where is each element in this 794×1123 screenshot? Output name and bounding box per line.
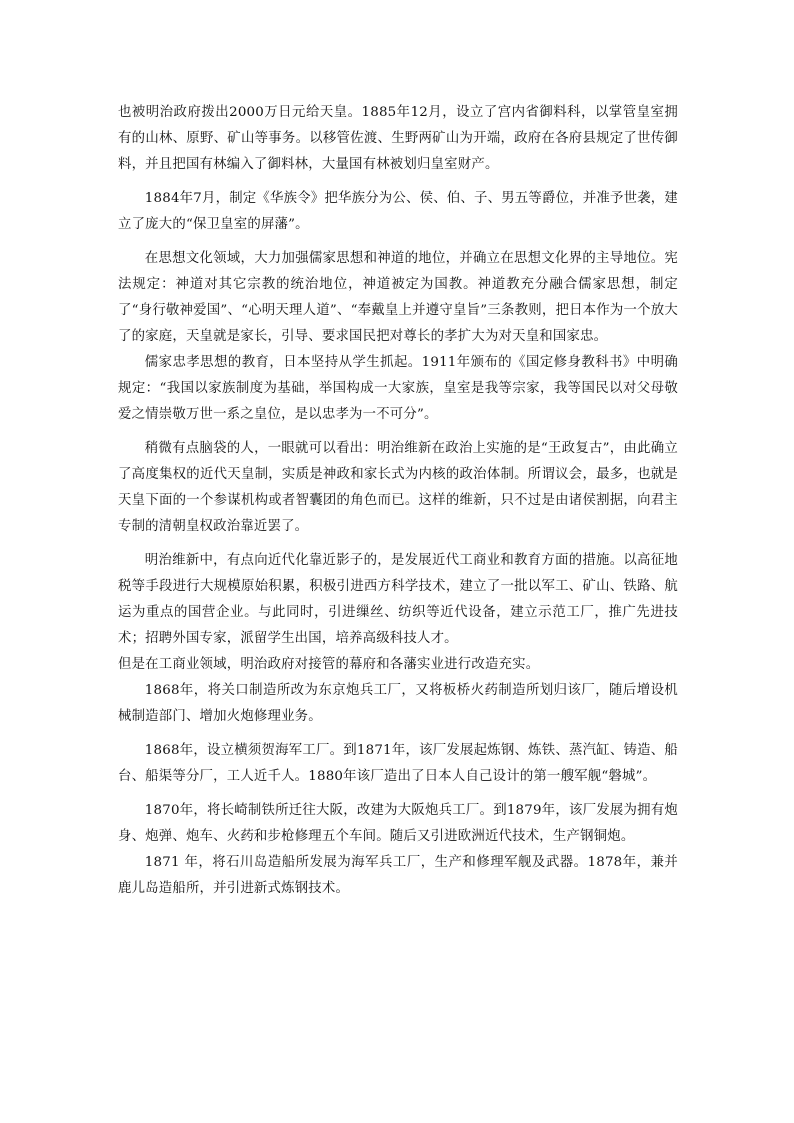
paragraph-political-analysis: 稍微有点脑袋的人，一眼就可以看出：明治维新在政治上实施的是“王政复古”，由此确立了高度集权的近代天皇制，实质是神政和家长式为内核的政治体制。所谓议会，最多，也就是天皇下面的一个参谋机构或者智囊团的角色而已。这样的维新，只不过是由诸侯割据，向君主专制的清朝皇权政治靠近罢了。 [118, 441, 678, 534]
paragraph-imperial-property: 也被明治政府拨出2000万日元给天皇。1885年12月，设立了宫内省御料科，以掌管皇室拥有的山林、原野、矿山等事务。以移管佐渡、生野两矿山为开端，政府在各府县规定了世传御料，并且把国有林编入了御料林，大量国有林被划归皇室财产。 [118, 105, 678, 172]
paragraph-ishikawajima-shipyard: 1871 年，将石川岛造船所发展为海军兵工厂，生产和修理军舰及武器。1878年，兼并鹿儿岛造船所，并引进新式炼钢技术。 [118, 855, 678, 896]
document-page [118, 100, 678, 902]
paragraph-industrial-measures: 明治维新中，有点向近代化靠近影子的，是发展近代工商业和教育方面的措施。以高征地税等手段进行大规模原始积累，积极引进西方科学技术，建立了一批以军工、矿山、铁路、航运为重点的国营企业。与此同时，引进缫丝、纺织等近代设备，建立示范工厂，推广先进技术；招聘外国专家，派留学生出国，培养高级科技人才。 [118, 553, 678, 646]
paragraph-tokyo-arsenal: 1868年，将关口制造所改为东京炮兵工厂，又将板桥火药制造所划归该厂，随后增设机械制造部门、增加火炮修理业务。 [118, 683, 678, 724]
paragraph-ideology-culture: 在思想文化领域，大力加强儒家思想和神道的地位，并确立在思想文化界的主导地位。宪法规定：神道对其它宗教的统治地位，神道被定为国教。神道教充分融合儒家思想，制定了“身行敬神爱国”、“心明天理人道”、“奉戴皇上并遵守皇旨”三条教则，把日本作为一个放大了的家庭，天皇就是家长，引导、要求国民把对尊长的孝扩大为对天皇和国家忠。 [118, 251, 678, 344]
paragraph-confucian-education: 儒家忠孝思想的教育，日本坚持从学生抓起。1911年颁布的《国定修身教科书》中明确规定：“我国以家族制度为基础，举国构成一大家族，皇室是我等宗家，我等国民以对父母敬爱之情崇敬万世一系之皇位，是以忠孝为一不可分”。 [118, 355, 678, 422]
paragraph-yokosuka-shipyard: 1868年，设立横须贺海军工厂。到1871年，该厂发展起炼钢、炼铁、蒸汽缸、铸造、船台、船渠等分厂，工人近千人。1880年该厂造出了日本人自己设计的第一艘军舰“磐城”。 [118, 743, 678, 784]
paragraph-peerage-ordinance: 1884年7月，制定《华族令》把华族分为公、侯、伯、子、男五等爵位，并准予世袭，建立了庞大的“保卫皇室的屏藩”。 [118, 191, 678, 232]
paragraph-industry-transition: 但是在工商业领域，明治政府对接管的幕府和各藩实业进行改造充实。 [118, 657, 540, 672]
paragraph-osaka-arsenal: 1870年，将长崎制铁所迁往大阪，改建为大阪炮兵工厂。到1879年，该厂发展为拥有炮身、炮弹、炮车、火药和步枪修理五个车间。随后又引进欧洲近代技术，生产钢铜炮。 [118, 803, 678, 844]
